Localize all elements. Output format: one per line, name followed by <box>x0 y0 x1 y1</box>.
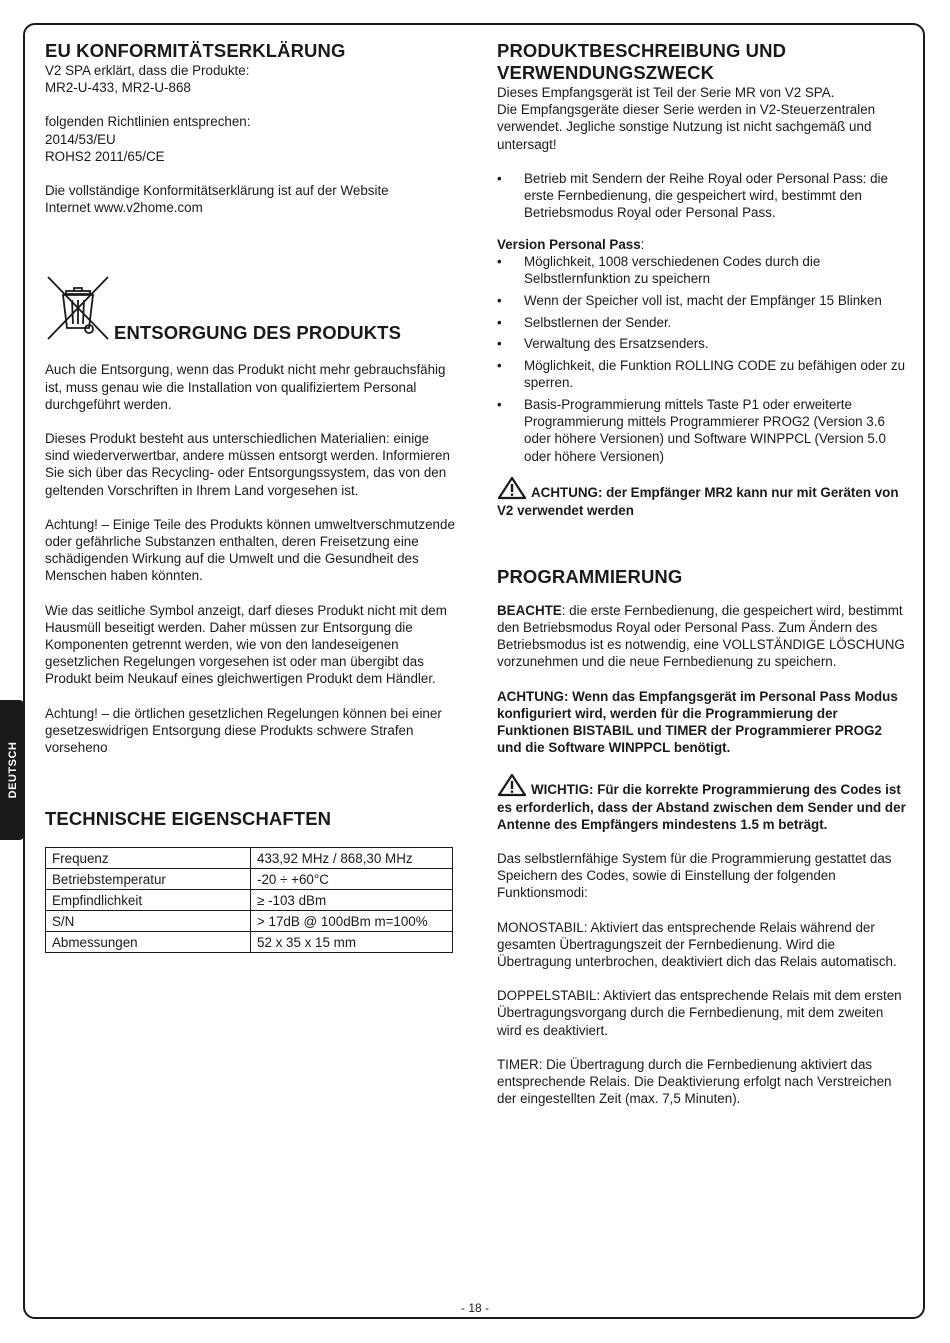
language-side-tab <box>0 700 25 840</box>
spec-label: Frequenz <box>46 848 251 869</box>
disposal-section <box>45 275 455 756</box>
table-row <box>46 848 453 869</box>
list-item: • Möglichkeit, die Funktion ROLLING CODE zu befähigen oder zu sperren. <box>497 357 907 391</box>
left-column <box>45 40 455 953</box>
eu-line: folgenden Richtlinien entsprechen: <box>45 114 251 130</box>
disposal-paragraph: Achtung! – die örtlichen gesetzlichen Regelungen können bei einer gesetzeswidrigen Entsorgung diese Produkts schwere Strafen vorseheno <box>45 705 442 756</box>
programming-section <box>497 566 907 1108</box>
disposal-paragraph: Dieses Produkt besteht aus unterschiedlichen Materialien: einige sind wiederverwertbar, andere müssen entsorgt werden. Informieren Sie sich über das Recycling- oder Entsorgungssystem, das von den geltenden Vorschriften in Ihrem Land vorgesehen ist. <box>45 431 450 498</box>
tech-specs-table <box>45 847 453 953</box>
spec-value: 433,92 MHz / 868,30 MHz <box>251 848 453 869</box>
language-label: DEUTSCH <box>6 741 19 799</box>
programming-paragraph: DOPPELSTABIL: Aktiviert das entsprechende Relais mit dem ersten Übertragungsvorgang durch die Fernbedienung, mit dem zweiten wird es deaktiviert. <box>497 988 902 1038</box>
right-column <box>497 40 907 1107</box>
table-row <box>46 890 453 911</box>
version-bullet-list <box>497 253 907 465</box>
warning-triangle-icon <box>497 476 527 500</box>
spec-value: -20 ÷ +60°C <box>251 869 453 890</box>
eu-declaration-section <box>45 40 455 216</box>
disposal-paragraph: Auch die Entsorgung, wenn das Produkt nicht mehr gebrauchsfähig ist, muss genau wie die Installation von qualifiziertem Personal durchgeführt werden. <box>45 362 446 412</box>
spec-label: Betriebstemperatur <box>46 869 251 890</box>
product-description-section <box>497 40 907 519</box>
eu-line: Internet www.v2home.com <box>45 200 203 216</box>
tech-specs-section <box>45 808 455 953</box>
version-heading: Version Personal Pass: <box>497 236 645 252</box>
product-paragraph: Dieses Empfangsgerät ist Teil der Serie MR von V2 SPA. <box>497 85 835 100</box>
disposal-paragraph: Achtung! – Einige Teile des Produkts können umweltverschmutzende oder gefährliche Substanzen enthalten, deren Freisetzung eine schädigenden Wirkung auf die Umwelt und die Gesundheit des Menschen haben könnten. <box>45 516 455 584</box>
list-item: • Möglichkeit, 1008 verschiedenen Codes durch die Selbstlernfunktion zu speichern <box>497 253 907 287</box>
table-row <box>46 869 453 890</box>
programming-paragraph: MONOSTABIL: Aktiviert das entsprechende Relais während der gesamten Übertragungszeit der Fernbedienung. Wird die Übertragung unterbrochen, deaktiviert dich das Relais automatisch. <box>497 919 897 970</box>
spec-label: Abmessungen <box>46 932 251 953</box>
spec-value: > 17dB @ 100dBm m=100% <box>251 911 453 932</box>
eu-line: ROHS2 2011/65/CE <box>45 148 165 164</box>
spec-value: 52 x 35 x 15 mm <box>251 932 453 953</box>
list-item: • Verwaltung des Ersatzsenders. <box>497 335 907 352</box>
list-item: • Betrieb mit Sendern der Reihe Royal oder Personal Pass: die erste Fernbedienung, die gespeichert wird, bestimmt den Betriebsmodus Royal oder Personal Pass. <box>497 170 907 222</box>
list-item: • Wenn der Speicher voll ist, macht der Empfänger 15 Blinken <box>497 292 907 309</box>
spec-label: Empfindlichkeit <box>46 890 251 911</box>
programming-title: PROGRAMMIERUNG <box>497 565 683 587</box>
eu-line: Die vollständige Konformitätserklärung ist auf der Website <box>45 183 389 199</box>
disposal-title: ENTSORGUNG DES PRODUKTS <box>114 322 402 344</box>
eu-line: V2 SPA erklärt, dass die Produkte: <box>45 63 250 78</box>
programming-attention: ACHTUNG: Wenn das Empfangsgerät im Personal Pass Modus konfiguriert wird, werden für die Programmierung der Funktionen BISTABIL und TIMER der Programmierer PROG2 und die Software WINPPCL benötigt. <box>497 688 898 756</box>
programming-important: WICHTIG: Für die korrekte Programmierung des Codes ist es erforderlich, dass der Abstand zwischen dem Sender und der Antenne des Empfängers mindestens 1.5 m beträgt. <box>497 773 907 833</box>
eu-line: MR2-U-433, MR2-U-868 <box>45 80 191 96</box>
table-row <box>46 911 453 932</box>
crossed-out-wheelie-bin-icon <box>45 275 111 341</box>
royal-bullet-list <box>497 170 907 222</box>
warning-triangle-icon <box>497 773 527 797</box>
spec-label: S/N <box>46 911 251 932</box>
page-number: - 18 - <box>460 1301 489 1315</box>
spec-value: ≥ -103 dBm <box>251 890 453 911</box>
list-item: • Selbstlernen der Sender. <box>497 314 907 331</box>
programming-note: BEACHTE: die erste Fernbedienung, die gespeichert wird, bestimmt den Betriebsmodus Royal oder Personal Pass. Zum Ändern des Betriebsmodus ist es notwendig, eine VOLLSTÄNDIGE LÖSCHUNG vorzunehmen und die neue Fernbedienung zu speichern. <box>497 602 905 670</box>
compatibility-warning: ACHTUNG: der Empfänger MR2 kann nur mit Geräten von V2 verwendet werden <box>497 476 907 518</box>
disposal-paragraph: Wie das seitliche Symbol anzeigt, darf dieses Produkt nicht mit dem Hausmüll beseitigt werden. Daher müssen zur Entsorgung die Komponenten getrennt werden, wie von den landeseigenen gesetzlichen Regelungen vorgesehen ist oder man übergibt das Produkt beim Neukauf eines gleichwertigen Produkt dem Händler. <box>45 602 447 687</box>
table-row <box>46 932 453 953</box>
eu-declaration-title: EU KONFORMITÄTSERKLÄRUNG <box>45 40 346 61</box>
tech-specs-title: TECHNISCHE EIGENSCHAFTEN <box>45 808 332 830</box>
product-paragraph: Die Empfangsgeräte dieser Serie werden in V2-Steuerzentralen verwendet. Jegliche sonstige Nutzung ist nicht sachgemäß und untersagt! <box>497 102 876 152</box>
programming-paragraph: TIMER: Die Übertragung durch die Fernbedienung aktiviert das entsprechende Relais. Die Deaktivierung erfolgt nach Verstreichen der eingestellten Zeit (max. 7,5 Minuten). <box>497 1056 892 1107</box>
list-item: • Basis-Programmierung mittels Taste P1 oder erweiterte Programmierung mittels Programmierer PROG2 (Version 3.6 oder höhere Versionen) und Software WINPPCL (Version 5.0 oder höhere Versionen) <box>497 396 907 465</box>
programming-paragraph: Das selbstlernfähige System für die Programmierung gestattet das Speichern des Codes, sowie di Einstellung der folgenden Funktionsmodi: <box>497 851 892 901</box>
product-description-title: PRODUKTBESCHREIBUNG UND VERWENDUNGSZWECK <box>497 40 787 83</box>
eu-line: 2014/53/EU <box>45 131 116 147</box>
